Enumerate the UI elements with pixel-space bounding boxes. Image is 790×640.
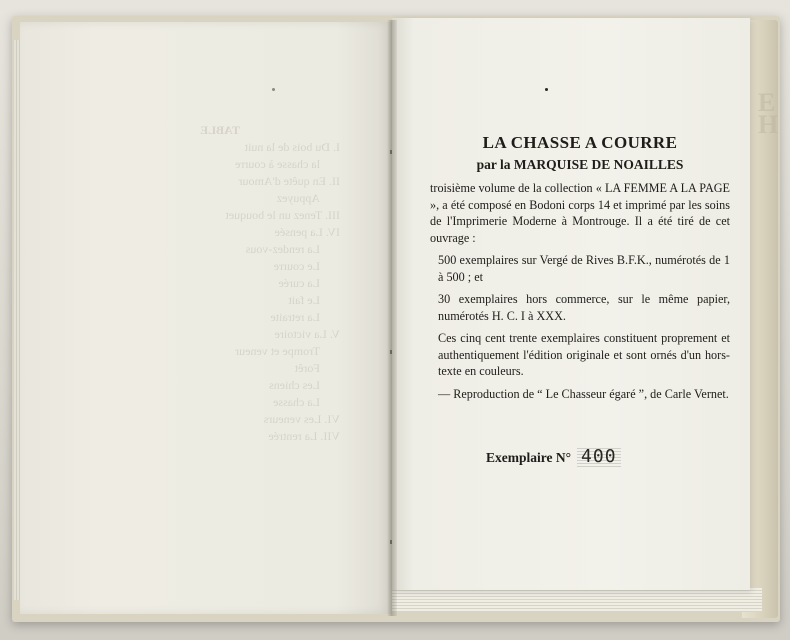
ghost-line: III. Tenez un le bouquet	[225, 208, 340, 222]
ghost-line: La retraite	[270, 310, 320, 324]
right-page-stack	[392, 588, 762, 612]
justification-colophon	[430, 132, 730, 402]
edition-line: 30 exemplaires hors commerce, sur le même papier, numérotés H. C. I à XXX.	[438, 292, 730, 323]
binding-stitch	[390, 540, 392, 544]
book-title: LA CHASSE A COURRE	[482, 133, 678, 152]
ghost-line: la chasse à courre	[235, 157, 320, 171]
colophon-paragraph: Ces cinq cent trente exemplaires constituent proprement et authentiquement l'édition originale et sont ornés d'un hors-texte en couleurs.	[438, 331, 730, 378]
ghost-line: La chasse	[273, 395, 320, 409]
binding-stitch	[390, 350, 392, 354]
binding-stitch	[390, 150, 392, 154]
ghost-line: La curée	[278, 276, 320, 290]
ghost-line: Trompe et veneur	[235, 344, 320, 358]
copy-number-stamp: 400	[577, 446, 621, 467]
cover-show-through-mark: E H	[758, 88, 779, 139]
ink-speck	[545, 88, 548, 91]
ghost-line: Le fait	[288, 293, 320, 307]
ghost-line: TABLE	[200, 123, 240, 137]
ghost-line: II. En quête d'Amour	[238, 174, 340, 188]
ghost-line: La rendez-vous	[245, 242, 320, 256]
book-gutter	[387, 20, 397, 616]
ghost-line: Le courre	[273, 259, 320, 273]
colophon-paragraph: troisième volume de la collection « LA FEMME A LA PAGE », a été composé en Bodoni corps 14 et imprimé par les soins de l'Imprimerie Moderne à Montrouge. Il a été tiré de cet ouvrage :	[430, 181, 730, 245]
ghost-line: V. La victoire	[274, 327, 340, 341]
ghost-line: VI. Les veneurs	[263, 412, 340, 426]
ink-speck	[272, 88, 275, 91]
show-through-table-of-contents	[100, 122, 340, 482]
left-page	[20, 22, 392, 614]
author-byline: par la MARQUISE DE NOAILLES	[476, 157, 684, 172]
ghost-line: Forêt	[294, 361, 320, 375]
ghost-line: Les chiens	[269, 378, 320, 392]
copy-number-label: Exemplaire N°	[486, 450, 572, 465]
ghost-line: I. Du bois de la nuit	[244, 140, 340, 154]
edition-line: 500 exemplaires sur Vergé de Rives B.F.K., numérotés de 1 à 500 ; et	[438, 253, 730, 284]
ghost-line: IV. La pensée	[274, 225, 340, 239]
ghost-line: Appuyez	[276, 191, 320, 205]
copy-number-line	[486, 446, 621, 467]
reproduction-credit: — Reproduction de “ Le Chasseur égaré ”, de Carle Vernet.	[438, 386, 729, 401]
ghost-line: VII. La rentrée	[268, 429, 340, 443]
